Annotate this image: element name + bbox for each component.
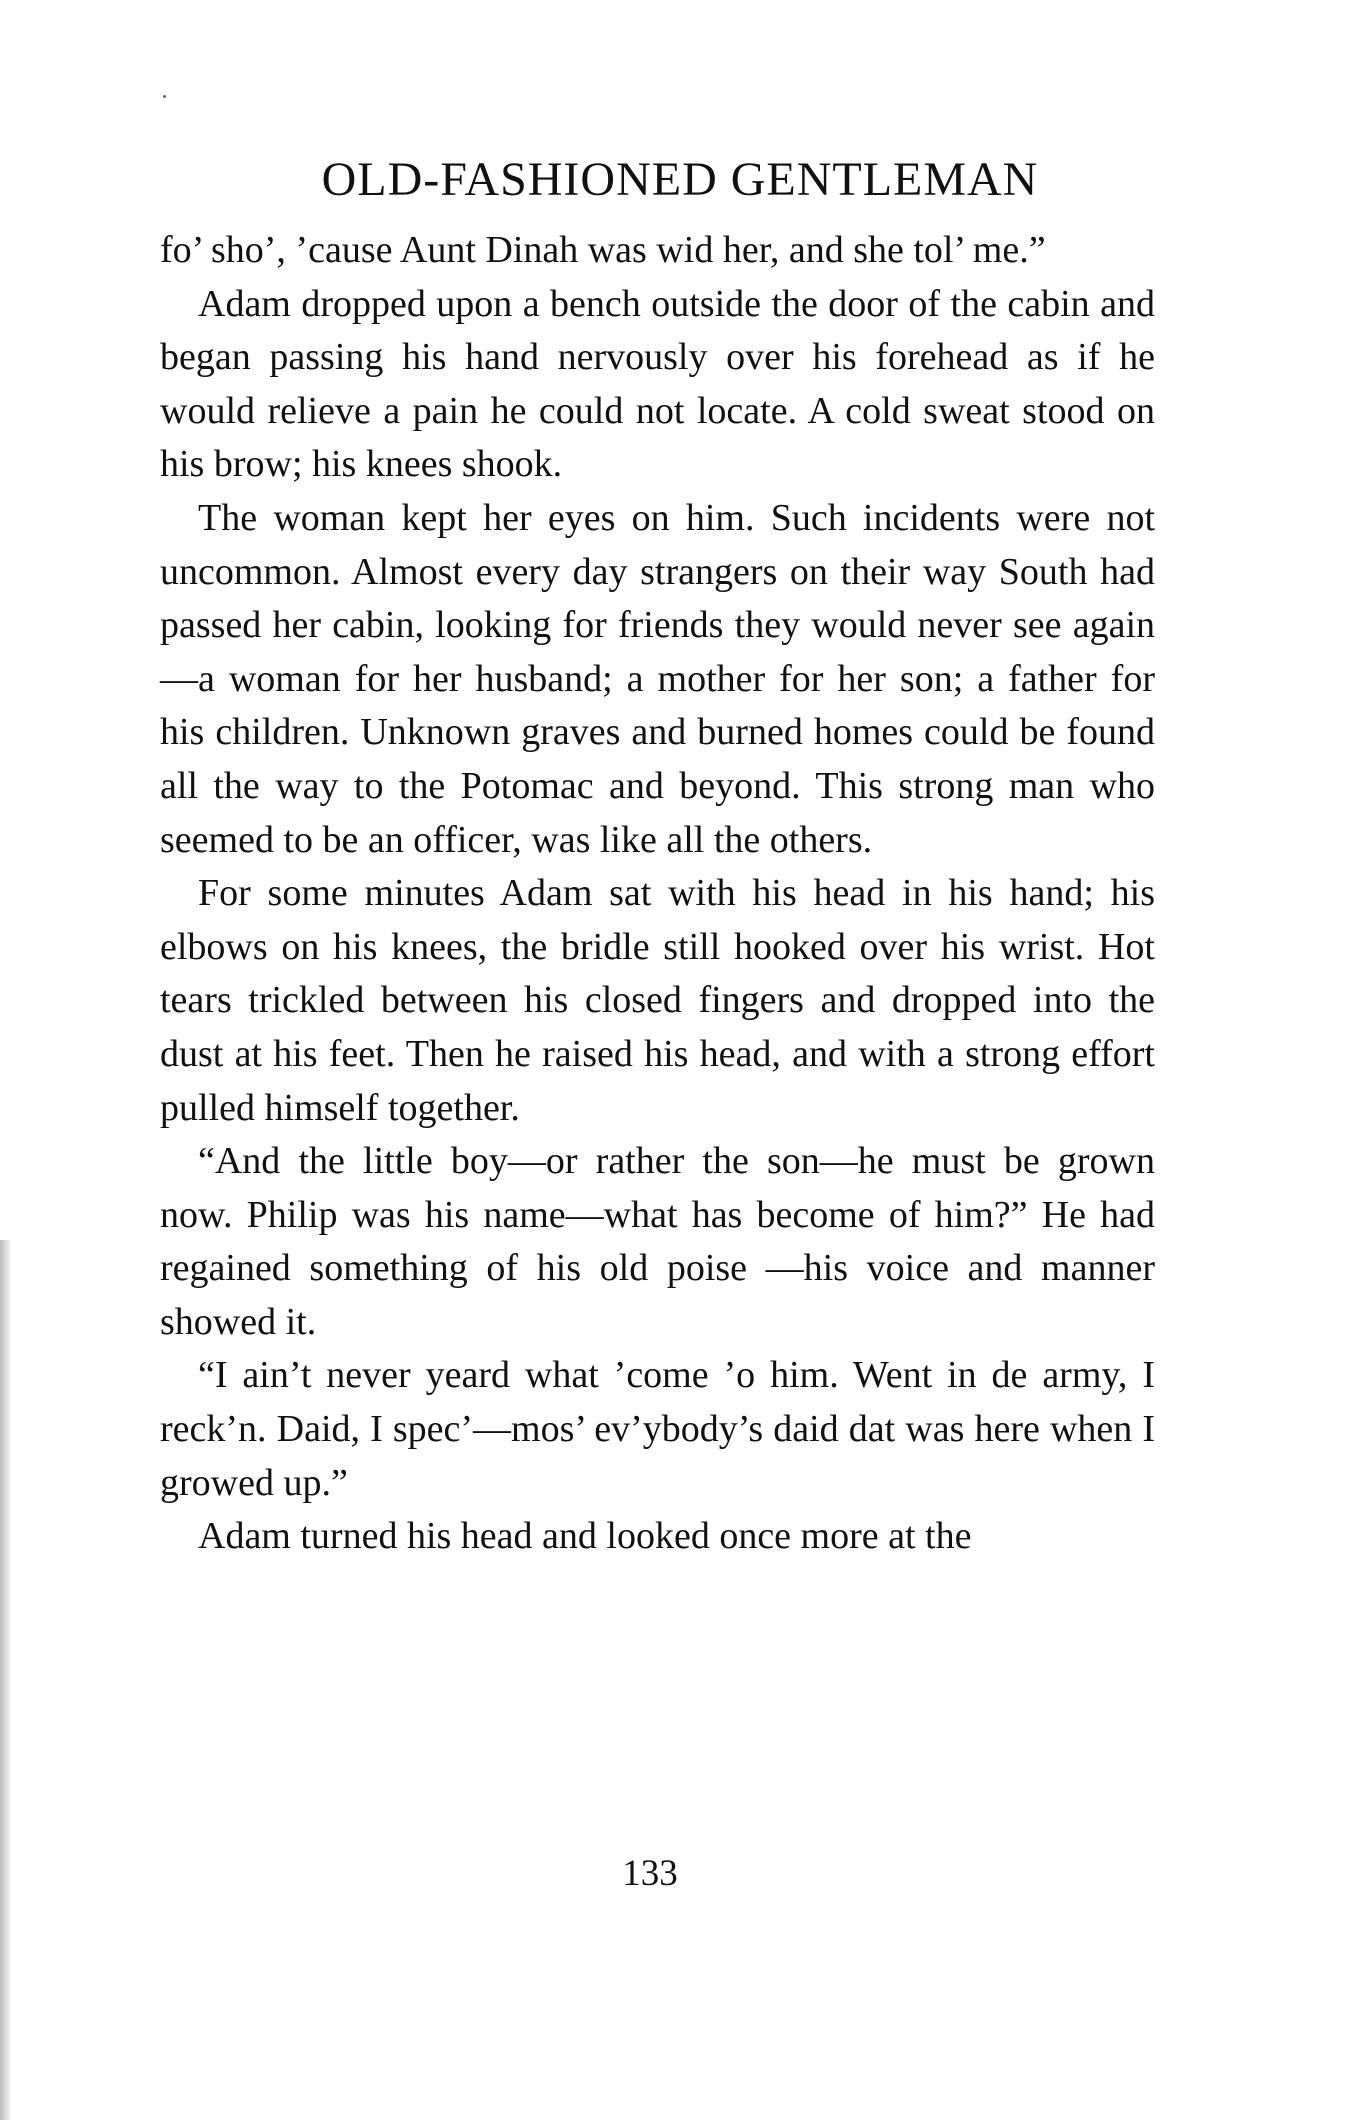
paragraph: “And the little boy—or rather the son—he must be grown now. Philip was his name—what has become of him?” He had regained something of his old poise —his voice and manner showed it. — [160, 1140, 1155, 1343]
page-number: 133 — [622, 1853, 678, 1894]
paragraph-continuation: fo’ sho’, ’cause Aunt Dinah was wid her, and she tol’ me.” — [160, 229, 1046, 271]
paragraph: “I ain’t never yeard what ’come ’o him. Went in de army, I reck’n. Daid, I spec’—mos’ ev’ybody’s daid dat was here when I growed up.” — [160, 1354, 1155, 1504]
paragraph: Adam turned his head and looked once more at the — [198, 1515, 972, 1558]
binding-edge-shadow — [0, 1240, 12, 2120]
body-text — [160, 224, 1155, 1564]
running-head: OLD-FASHIONED GENTLEMAN — [321, 153, 1039, 206]
paragraph: Adam dropped upon a bench outside the door of the cabin and began passing his hand nervously over his forehead as if he would relieve a pain he could not locate. A cold sweat stood on his brow; his knees shook. — [160, 282, 1155, 486]
paragraph: The woman kept her eyes on him. Such incidents were not uncommon. Almost every day strangers on their way South had passed her cabin, looking for friends they would never see again—a woman for her husband; a mother for her son; a father for his children. Unknown graves and burned homes could be found all the way to the Potomac and beyond. This strong man who seemed to be an officer, was like all the others. — [160, 496, 1155, 861]
print-speck — [163, 95, 166, 98]
paragraph: For some minutes Adam sat with his head in his hand; his elbows on his knees, the bridle still hooked over his wrist. Hot tears trickled between his closed fingers and dropped into the dust at his feet. Then he raised his head, and with a strong effort pulled himself together. — [160, 872, 1155, 1129]
